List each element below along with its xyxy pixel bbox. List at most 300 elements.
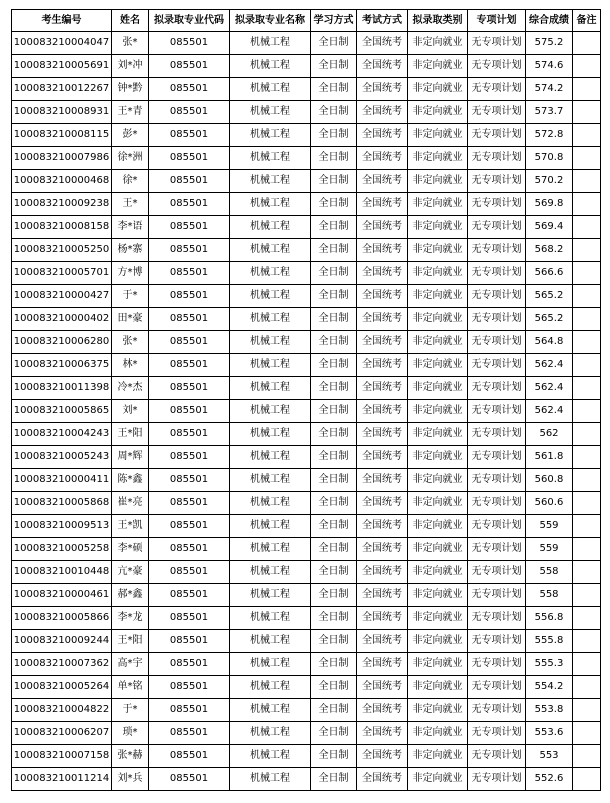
total-score-cell: 569.4	[526, 216, 573, 239]
major-code-cell: 085501	[149, 630, 230, 653]
name-cell: 钟*黔	[112, 78, 149, 101]
special-plan-cell: 无专项计划	[468, 607, 526, 630]
major-code-cell: 085501	[149, 285, 230, 308]
major-name-cell: 机械工程	[230, 722, 311, 745]
major-name-cell: 机械工程	[230, 377, 311, 400]
study-mode-cell: 全日制	[311, 147, 357, 170]
exam-type-cell: 全国统考	[357, 630, 408, 653]
major-code-cell: 085501	[149, 262, 230, 285]
candidate-id-cell: 100083210005701	[12, 262, 112, 285]
major-code-cell: 085501	[149, 147, 230, 170]
study-mode-cell: 全日制	[311, 469, 357, 492]
candidate-id-cell: 100083210011214	[12, 768, 112, 791]
special-plan-cell: 无专项计划	[468, 423, 526, 446]
remarks-cell	[573, 193, 601, 216]
admission-category-cell: 非定向就业	[408, 193, 468, 216]
study-mode-cell: 全日制	[311, 32, 357, 55]
admission-category-cell: 非定向就业	[408, 400, 468, 423]
admission-category-cell: 非定向就业	[408, 492, 468, 515]
table-row	[12, 630, 601, 653]
admission-category-cell: 非定向就业	[408, 239, 468, 262]
candidate-id-cell: 100083210005868	[12, 492, 112, 515]
study-mode-cell: 全日制	[311, 170, 357, 193]
total-score-cell: 558	[526, 561, 573, 584]
study-mode-cell: 全日制	[311, 699, 357, 722]
special-plan-cell: 无专项计划	[468, 170, 526, 193]
major-code-cell: 085501	[149, 745, 230, 768]
total-score-cell: 555.8	[526, 630, 573, 653]
study-mode-cell: 全日制	[311, 653, 357, 676]
candidate-id-cell: 100083210005691	[12, 55, 112, 78]
study-mode-cell: 全日制	[311, 78, 357, 101]
total-score-cell: 555.3	[526, 653, 573, 676]
name-cell: 陈*鑫	[112, 469, 149, 492]
study-mode-cell: 全日制	[311, 193, 357, 216]
table-row	[12, 538, 601, 561]
remarks-cell	[573, 722, 601, 745]
remarks-cell	[573, 331, 601, 354]
major-name-cell: 机械工程	[230, 630, 311, 653]
major-code-cell: 085501	[149, 308, 230, 331]
admission-category-cell: 非定向就业	[408, 768, 468, 791]
major-name-cell: 机械工程	[230, 584, 311, 607]
major-code-cell: 085501	[149, 676, 230, 699]
major-name-cell: 机械工程	[230, 308, 311, 331]
major-code-cell: 085501	[149, 607, 230, 630]
total-score-cell: 565.2	[526, 285, 573, 308]
table-row	[12, 676, 601, 699]
table-row	[12, 492, 601, 515]
study-mode-cell: 全日制	[311, 423, 357, 446]
candidate-id-cell: 100083210007158	[12, 745, 112, 768]
candidate-id-cell: 100083210004822	[12, 699, 112, 722]
admission-category-cell: 非定向就业	[408, 538, 468, 561]
name-cell: 李*龙	[112, 607, 149, 630]
col-header-special-plan: 专项计划	[468, 10, 526, 32]
admission-category-cell: 非定向就业	[408, 55, 468, 78]
exam-type-cell: 全国统考	[357, 584, 408, 607]
exam-type-cell: 全国统考	[357, 170, 408, 193]
remarks-cell	[573, 354, 601, 377]
study-mode-cell: 全日制	[311, 239, 357, 262]
candidate-id-cell: 100083210009238	[12, 193, 112, 216]
special-plan-cell: 无专项计划	[468, 377, 526, 400]
admission-category-cell: 非定向就业	[408, 308, 468, 331]
header-row	[12, 10, 601, 32]
special-plan-cell: 无专项计划	[468, 722, 526, 745]
study-mode-cell: 全日制	[311, 584, 357, 607]
total-score-cell: 574.6	[526, 55, 573, 78]
study-mode-cell: 全日制	[311, 768, 357, 791]
major-code-cell: 085501	[149, 653, 230, 676]
remarks-cell	[573, 124, 601, 147]
candidate-id-cell: 100083210006375	[12, 354, 112, 377]
admission-category-cell: 非定向就业	[408, 147, 468, 170]
special-plan-cell: 无专项计划	[468, 239, 526, 262]
study-mode-cell: 全日制	[311, 722, 357, 745]
candidate-id-cell: 100083210006207	[12, 722, 112, 745]
table-row	[12, 699, 601, 722]
exam-type-cell: 全国统考	[357, 538, 408, 561]
exam-type-cell: 全国统考	[357, 377, 408, 400]
exam-type-cell: 全国统考	[357, 331, 408, 354]
exam-type-cell: 全国统考	[357, 515, 408, 538]
special-plan-cell: 无专项计划	[468, 630, 526, 653]
special-plan-cell: 无专项计划	[468, 262, 526, 285]
total-score-cell: 554.2	[526, 676, 573, 699]
table-row	[12, 653, 601, 676]
table-row	[12, 262, 601, 285]
exam-type-cell: 全国统考	[357, 722, 408, 745]
remarks-cell	[573, 492, 601, 515]
study-mode-cell: 全日制	[311, 124, 357, 147]
exam-type-cell: 全国统考	[357, 607, 408, 630]
admission-category-cell: 非定向就业	[408, 423, 468, 446]
name-cell: 周*辉	[112, 446, 149, 469]
special-plan-cell: 无专项计划	[468, 676, 526, 699]
remarks-cell	[573, 446, 601, 469]
candidate-id-cell: 100083210009244	[12, 630, 112, 653]
exam-type-cell: 全国统考	[357, 699, 408, 722]
exam-type-cell: 全国统考	[357, 55, 408, 78]
major-name-cell: 机械工程	[230, 285, 311, 308]
major-code-cell: 085501	[149, 699, 230, 722]
name-cell: 冷*杰	[112, 377, 149, 400]
remarks-cell	[573, 239, 601, 262]
table-row	[12, 745, 601, 768]
major-name-cell: 机械工程	[230, 170, 311, 193]
table-row	[12, 377, 601, 400]
major-name-cell: 机械工程	[230, 262, 311, 285]
special-plan-cell: 无专项计划	[468, 78, 526, 101]
table-row	[12, 285, 601, 308]
col-header-major-name: 拟录取专业名称	[230, 10, 311, 32]
candidate-id-cell: 100083210005250	[12, 239, 112, 262]
total-score-cell: 574.2	[526, 78, 573, 101]
col-header-name: 姓名	[112, 10, 149, 32]
study-mode-cell: 全日制	[311, 216, 357, 239]
major-name-cell: 机械工程	[230, 78, 311, 101]
major-name-cell: 机械工程	[230, 676, 311, 699]
special-plan-cell: 无专项计划	[468, 400, 526, 423]
name-cell: 琐*	[112, 722, 149, 745]
total-score-cell: 560.8	[526, 469, 573, 492]
admission-category-cell: 非定向就业	[408, 170, 468, 193]
candidate-id-cell: 100083210007362	[12, 653, 112, 676]
name-cell: 张*赫	[112, 745, 149, 768]
major-code-cell: 085501	[149, 492, 230, 515]
special-plan-cell: 无专项计划	[468, 538, 526, 561]
study-mode-cell: 全日制	[311, 308, 357, 331]
special-plan-cell: 无专项计划	[468, 331, 526, 354]
table-row	[12, 101, 601, 124]
candidate-id-cell: 100083210009513	[12, 515, 112, 538]
name-cell: 徐*	[112, 170, 149, 193]
remarks-cell	[573, 32, 601, 55]
table-row	[12, 170, 601, 193]
major-name-cell: 机械工程	[230, 354, 311, 377]
major-name-cell: 机械工程	[230, 101, 311, 124]
major-code-cell: 085501	[149, 515, 230, 538]
name-cell: 于*	[112, 699, 149, 722]
major-name-cell: 机械工程	[230, 446, 311, 469]
name-cell: 王*阳	[112, 630, 149, 653]
major-code-cell: 085501	[149, 722, 230, 745]
exam-type-cell: 全国统考	[357, 262, 408, 285]
major-name-cell: 机械工程	[230, 239, 311, 262]
name-cell: 田*豪	[112, 308, 149, 331]
candidate-id-cell: 100083210008931	[12, 101, 112, 124]
special-plan-cell: 无专项计划	[468, 193, 526, 216]
major-name-cell: 机械工程	[230, 193, 311, 216]
name-cell: 李*硕	[112, 538, 149, 561]
major-name-cell: 机械工程	[230, 515, 311, 538]
exam-type-cell: 全国统考	[357, 446, 408, 469]
col-header-remarks: 备注	[573, 10, 601, 32]
candidate-id-cell: 100083210000402	[12, 308, 112, 331]
candidate-id-cell: 100083210005243	[12, 446, 112, 469]
admission-category-cell: 非定向就业	[408, 607, 468, 630]
total-score-cell: 553	[526, 745, 573, 768]
table-row	[12, 308, 601, 331]
admission-category-cell: 非定向就业	[408, 101, 468, 124]
major-code-cell: 085501	[149, 377, 230, 400]
major-name-cell: 机械工程	[230, 492, 311, 515]
table-row	[12, 239, 601, 262]
remarks-cell	[573, 630, 601, 653]
major-name-cell: 机械工程	[230, 607, 311, 630]
remarks-cell	[573, 377, 601, 400]
study-mode-cell: 全日制	[311, 55, 357, 78]
major-code-cell: 085501	[149, 101, 230, 124]
candidate-id-cell: 100083210004243	[12, 423, 112, 446]
table-row	[12, 400, 601, 423]
special-plan-cell: 无专项计划	[468, 285, 526, 308]
remarks-cell	[573, 423, 601, 446]
admission-category-cell: 非定向就业	[408, 331, 468, 354]
total-score-cell: 562.4	[526, 377, 573, 400]
remarks-cell	[573, 216, 601, 239]
admission-category-cell: 非定向就业	[408, 676, 468, 699]
col-header-study-mode: 学习方式	[311, 10, 357, 32]
study-mode-cell: 全日制	[311, 676, 357, 699]
name-cell: 王*青	[112, 101, 149, 124]
total-score-cell: 556.8	[526, 607, 573, 630]
total-score-cell: 559	[526, 538, 573, 561]
admission-table	[11, 9, 601, 791]
exam-type-cell: 全国统考	[357, 193, 408, 216]
remarks-cell	[573, 515, 601, 538]
exam-type-cell: 全国统考	[357, 400, 408, 423]
admission-category-cell: 非定向就业	[408, 262, 468, 285]
special-plan-cell: 无专项计划	[468, 584, 526, 607]
admission-category-cell: 非定向就业	[408, 216, 468, 239]
total-score-cell: 566.6	[526, 262, 573, 285]
special-plan-cell: 无专项计划	[468, 147, 526, 170]
major-name-cell: 机械工程	[230, 216, 311, 239]
table-row	[12, 768, 601, 791]
total-score-cell: 570.2	[526, 170, 573, 193]
col-header-total-score: 综合成绩	[526, 10, 573, 32]
admission-category-cell: 非定向就业	[408, 446, 468, 469]
total-score-cell: 569.8	[526, 193, 573, 216]
study-mode-cell: 全日制	[311, 538, 357, 561]
col-header-exam-type: 考试方式	[357, 10, 408, 32]
special-plan-cell: 无专项计划	[468, 653, 526, 676]
major-name-cell: 机械工程	[230, 561, 311, 584]
remarks-cell	[573, 101, 601, 124]
major-code-cell: 085501	[149, 193, 230, 216]
remarks-cell	[573, 538, 601, 561]
major-code-cell: 085501	[149, 538, 230, 561]
table-row	[12, 354, 601, 377]
table-row	[12, 607, 601, 630]
admission-category-cell: 非定向就业	[408, 584, 468, 607]
table-row	[12, 469, 601, 492]
table-body	[12, 32, 601, 791]
remarks-cell	[573, 170, 601, 193]
remarks-cell	[573, 308, 601, 331]
exam-type-cell: 全国统考	[357, 101, 408, 124]
study-mode-cell: 全日制	[311, 630, 357, 653]
total-score-cell: 552.6	[526, 768, 573, 791]
admission-category-cell: 非定向就业	[408, 653, 468, 676]
remarks-cell	[573, 745, 601, 768]
major-name-cell: 机械工程	[230, 400, 311, 423]
exam-type-cell: 全国统考	[357, 147, 408, 170]
table-row	[12, 515, 601, 538]
exam-type-cell: 全国统考	[357, 492, 408, 515]
study-mode-cell: 全日制	[311, 607, 357, 630]
total-score-cell: 562	[526, 423, 573, 446]
special-plan-cell: 无专项计划	[468, 469, 526, 492]
admission-category-cell: 非定向就业	[408, 745, 468, 768]
exam-type-cell: 全国统考	[357, 78, 408, 101]
name-cell: 亢*豪	[112, 561, 149, 584]
total-score-cell: 553.6	[526, 722, 573, 745]
total-score-cell: 553.8	[526, 699, 573, 722]
table-row	[12, 423, 601, 446]
remarks-cell	[573, 400, 601, 423]
admission-category-cell: 非定向就业	[408, 377, 468, 400]
admission-category-cell: 非定向就业	[408, 469, 468, 492]
admission-category-cell: 非定向就业	[408, 78, 468, 101]
total-score-cell: 565.2	[526, 308, 573, 331]
candidate-id-cell: 100083210008158	[12, 216, 112, 239]
table-row	[12, 78, 601, 101]
remarks-cell	[573, 676, 601, 699]
remarks-cell	[573, 262, 601, 285]
name-cell: 徐*洲	[112, 147, 149, 170]
candidate-id-cell: 100083210004047	[12, 32, 112, 55]
exam-type-cell: 全国统考	[357, 285, 408, 308]
candidate-id-cell: 100083210000411	[12, 469, 112, 492]
major-code-cell: 085501	[149, 400, 230, 423]
remarks-cell	[573, 607, 601, 630]
major-code-cell: 085501	[149, 331, 230, 354]
admission-category-cell: 非定向就业	[408, 561, 468, 584]
candidate-id-cell: 100083210007986	[12, 147, 112, 170]
exam-type-cell: 全国统考	[357, 469, 408, 492]
name-cell: 杨*寨	[112, 239, 149, 262]
total-score-cell: 558	[526, 584, 573, 607]
table-row	[12, 193, 601, 216]
table-row	[12, 446, 601, 469]
admission-category-cell: 非定向就业	[408, 285, 468, 308]
admission-category-cell: 非定向就业	[408, 699, 468, 722]
study-mode-cell: 全日制	[311, 745, 357, 768]
major-code-cell: 085501	[149, 32, 230, 55]
remarks-cell	[573, 469, 601, 492]
study-mode-cell: 全日制	[311, 492, 357, 515]
special-plan-cell: 无专项计划	[468, 446, 526, 469]
major-code-cell: 085501	[149, 354, 230, 377]
special-plan-cell: 无专项计划	[468, 32, 526, 55]
name-cell: 彭*	[112, 124, 149, 147]
remarks-cell	[573, 285, 601, 308]
remarks-cell	[573, 584, 601, 607]
candidate-id-cell: 100083210000427	[12, 285, 112, 308]
study-mode-cell: 全日制	[311, 377, 357, 400]
total-score-cell: 572.8	[526, 124, 573, 147]
major-code-cell: 085501	[149, 423, 230, 446]
exam-type-cell: 全国统考	[357, 561, 408, 584]
table-row	[12, 722, 601, 745]
total-score-cell: 559	[526, 515, 573, 538]
admission-category-cell: 非定向就业	[408, 32, 468, 55]
table-row	[12, 147, 601, 170]
candidate-id-cell: 100083210005865	[12, 400, 112, 423]
exam-type-cell: 全国统考	[357, 216, 408, 239]
admission-category-cell: 非定向就业	[408, 515, 468, 538]
remarks-cell	[573, 147, 601, 170]
special-plan-cell: 无专项计划	[468, 354, 526, 377]
major-code-cell: 085501	[149, 446, 230, 469]
major-code-cell: 085501	[149, 584, 230, 607]
candidate-id-cell: 100083210005264	[12, 676, 112, 699]
admission-category-cell: 非定向就业	[408, 124, 468, 147]
name-cell: 林*	[112, 354, 149, 377]
candidate-id-cell: 100083210005866	[12, 607, 112, 630]
special-plan-cell: 无专项计划	[468, 101, 526, 124]
study-mode-cell: 全日制	[311, 354, 357, 377]
name-cell: 刘*冲	[112, 55, 149, 78]
total-score-cell: 560.6	[526, 492, 573, 515]
special-plan-cell: 无专项计划	[468, 768, 526, 791]
remarks-cell	[573, 653, 601, 676]
name-cell: 方*博	[112, 262, 149, 285]
name-cell: 崔*亮	[112, 492, 149, 515]
major-code-cell: 085501	[149, 469, 230, 492]
special-plan-cell: 无专项计划	[468, 561, 526, 584]
study-mode-cell: 全日制	[311, 446, 357, 469]
candidate-id-cell: 100083210006280	[12, 331, 112, 354]
study-mode-cell: 全日制	[311, 515, 357, 538]
total-score-cell: 570.8	[526, 147, 573, 170]
name-cell: 王*阳	[112, 423, 149, 446]
remarks-cell	[573, 78, 601, 101]
major-code-cell: 085501	[149, 216, 230, 239]
total-score-cell: 564.8	[526, 331, 573, 354]
special-plan-cell: 无专项计划	[468, 515, 526, 538]
name-cell: 李*语	[112, 216, 149, 239]
name-cell: 于*	[112, 285, 149, 308]
major-code-cell: 085501	[149, 55, 230, 78]
study-mode-cell: 全日制	[311, 101, 357, 124]
exam-type-cell: 全国统考	[357, 32, 408, 55]
major-name-cell: 机械工程	[230, 423, 311, 446]
candidate-id-cell: 100083210008115	[12, 124, 112, 147]
